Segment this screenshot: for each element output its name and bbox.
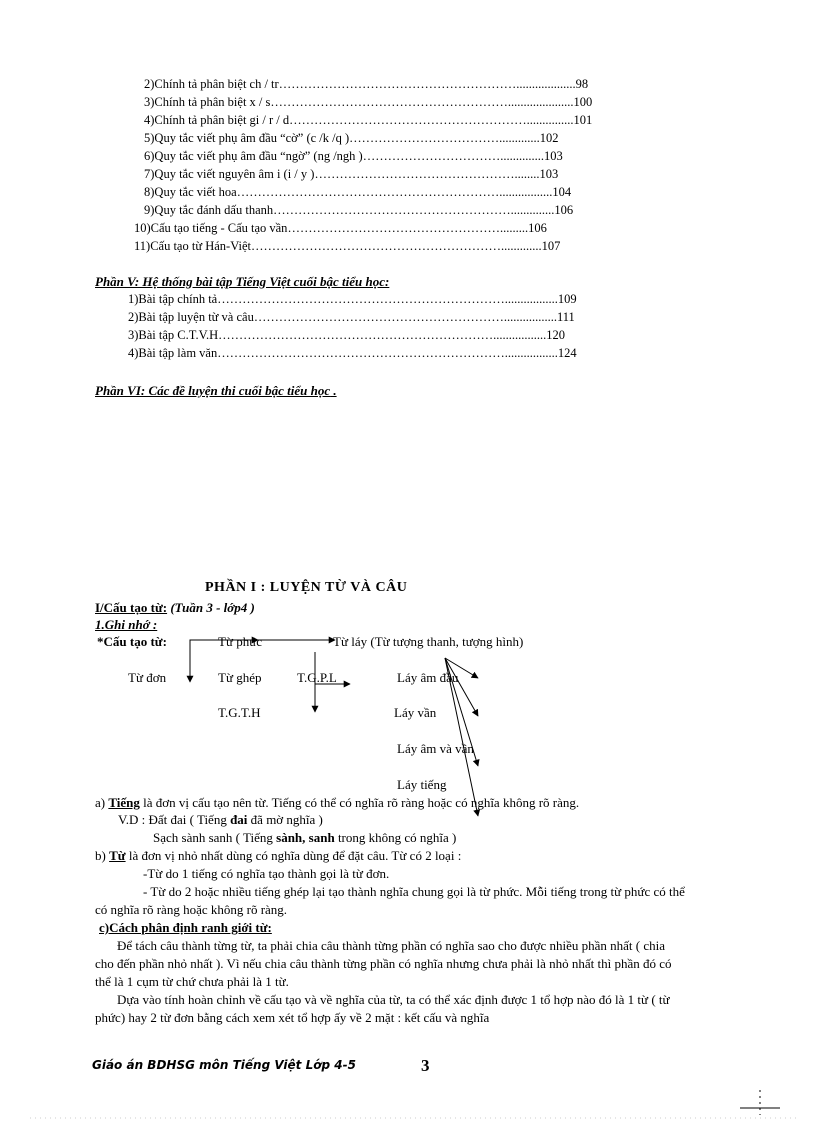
- paragraph-b-line3: có nghĩa rõ ràng hoặc không rõ ràng.: [95, 902, 288, 917]
- node-tgth: T.G.T.H: [218, 705, 261, 720]
- paragraph-b-line2: - Từ do 2 hoặc nhiều tiếng ghép lại tạo thành nghĩa chung gọi là từ phức. Mỗi tiếng trong từ phức có thể: [143, 884, 685, 899]
- example-2: Sạch sành sanh ( Tiếng sành, sanh trong không có nghĩa ): [153, 830, 457, 845]
- toc-item: 6)Quy tắc viết phụ âm đầu “ngờ” (ng /ngh )……………………………..............103: [144, 149, 563, 163]
- paragraph-c-line1: Để tách câu thành từng từ, ta phải chia câu thành từng phần có nghĩa sao cho được nhiều phần nhất ( chia: [117, 938, 666, 953]
- node-tu-phuc: Từ phức: [218, 634, 263, 649]
- section-heading: I/Cấu tạo từ: (Tuần 3 - lớp4 ): [95, 600, 255, 615]
- toc-item: 3)Chính tả phân biệt x / s………………………………………………….....................100: [144, 95, 593, 109]
- toc-item: 1)Bài tập chính tả…………………………………………………………….................109: [128, 292, 577, 306]
- paragraph-c-title: c)Cách phân định ranh giới từ:: [99, 920, 272, 935]
- toc-item: 10)Cấu tạo tiếng - Cấu tạo vần…………………………………………….........106: [134, 221, 547, 235]
- paragraph-c-line4: Dựa vào tính hoàn chỉnh về cấu tạo và về nghĩa của từ, ta có thể xác định được 1 tổ hợp nào đó là 1 từ ( từ: [117, 992, 670, 1007]
- node-tu-lay: Từ láy (Từ tượng thanh, tượng hình): [333, 634, 524, 649]
- toc-item: 4)Chính tả phân biệt gi / r / d…………………………………………………...............101: [144, 113, 593, 127]
- footer-title: Giáo án BDHSG môn Tiếng Việt Lớp 4-5: [92, 1058, 356, 1072]
- toc-item: 8)Quy tắc viết hoa……………………………………………………….................104: [144, 185, 572, 199]
- node-tu-ghep: Từ ghép: [218, 670, 262, 685]
- toc-item: 7)Quy tắc viết nguyên âm i (i / y )…………………………………………........103: [144, 167, 559, 181]
- paragraph-c-line2: cho đến phần nhỏ nhất ). Vì nếu chia câu thành từng phần có nghĩa nhưng chưa phải là nhỏ nhất thì phần đó có: [95, 956, 672, 971]
- node-lay-tieng: Láy tiếng: [397, 777, 447, 792]
- part5-title: Phần V: Hệ thống bài tập Tiếng Việt cuối bậc tiểu học:: [95, 274, 390, 289]
- page-number: 3: [421, 1056, 430, 1075]
- paragraph-c-line5: phức) hay 2 từ đơn bằng cách xem xét tổ hợp ấy về 2 mặt : kết cấu và nghĩa: [95, 1010, 490, 1025]
- toc-item: 5)Quy tắc viết phụ âm đầu “cờ” (c /k /q )……………………………….............102: [144, 131, 559, 145]
- toc-item: 9)Quy tắc đánh dấu thanh…………………………………………………..............106: [144, 203, 574, 217]
- paragraph-c-line3: thể là 1 cụm từ chứ chưa phải là 1 từ.: [95, 974, 289, 989]
- toc-item: 3)Bài tập C.T.V.H………………………………………………………….................120: [128, 328, 566, 342]
- toc-item: 11)Cấu tạo từ Hán-Việt…………………………………………………….............107: [134, 239, 561, 253]
- node-lay-am-dau: Láy âm đầu: [397, 670, 459, 685]
- example-1: V.D : Đất đai ( Tiếng đai đã mờ nghĩa ): [118, 812, 323, 827]
- ghi-nho-heading: 1.Ghi nhớ :: [95, 617, 158, 632]
- paragraph-a: a) Tiếng là đơn vị cấu tạo nên từ. Tiếng có thể có nghĩa rõ ràng hoặc có nghĩa không rõ ràng.: [95, 795, 580, 810]
- node-tu-don: Từ đơn: [128, 670, 167, 685]
- toc-item: 4)Bài tập làm văn…………………………………………………………….................124: [128, 346, 577, 360]
- paragraph-b: b) Từ là đơn vị nhỏ nhất dùng có nghĩa dùng để đặt câu. Từ có 2 loại :: [95, 848, 462, 863]
- paragraph-b-line1: -Từ do 1 tiếng có nghĩa tạo thành gọi là từ đơn.: [143, 866, 390, 881]
- diagram-root: *Cấu tạo từ:: [97, 634, 167, 649]
- node-tgpl: T.G.P.L: [297, 670, 337, 685]
- node-lay-van: Láy vần: [394, 705, 437, 720]
- node-lay-am-va-van: Láy âm và vần: [397, 741, 474, 756]
- part1-heading: PHẦN I : LUYỆN TỪ VÀ CÂU: [205, 580, 408, 595]
- part6-title: Phần VI: Các đề luyện thi cuối bậc tiểu học .: [95, 383, 337, 398]
- toc-item: 2)Bài tập luyện từ và câu…………………………………………………….................111: [128, 310, 575, 324]
- toc-item: 2)Chính tả phân biệt ch / tr…………………………………………………...................98: [144, 77, 589, 91]
